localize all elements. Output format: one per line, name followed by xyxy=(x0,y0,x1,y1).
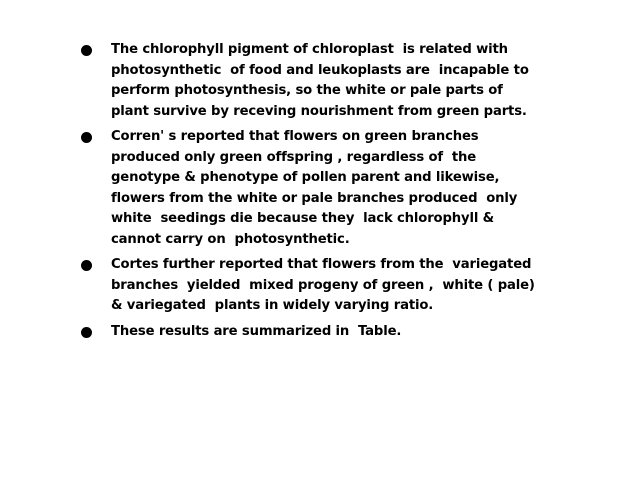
bullet-dot-icon xyxy=(81,132,92,143)
bullet-text-line: white seedings die because they lack chlorophyll & xyxy=(111,211,494,226)
bullet-item-cortes xyxy=(81,255,581,317)
bullet-text-line: genotype & phenotype of pollen parent and likewise, xyxy=(111,170,500,185)
bullet-dot-icon xyxy=(81,45,92,56)
bullet-item-summary xyxy=(81,322,581,343)
bullet-dot-icon xyxy=(81,327,92,338)
bullet-list xyxy=(81,40,581,347)
bullet-text-line: photosynthetic of food and leukoplasts are incapable to xyxy=(111,62,529,78)
bullet-text-line: The chlorophyll pigment of chloroplast is related with xyxy=(111,42,508,57)
bullet-text-line: Corren' s reported that flowers on green branches xyxy=(111,129,479,144)
bullet-text-line: Cortes further reported that flowers from the variegated xyxy=(111,257,532,272)
bullet-item-correns xyxy=(81,127,581,250)
bullet-text-line: perform photosynthesis, so the white or pale parts of xyxy=(111,83,503,98)
bullet-item-chlorophyll xyxy=(81,40,581,122)
bullet-text-line: produced only green offspring , regardless of the xyxy=(111,149,477,165)
bullet-text-line: plant survive by receving nourishment from green parts. xyxy=(111,103,527,119)
bullet-text-line: cannot carry on photosynthetic. xyxy=(111,231,350,247)
bullet-text-line: & variegated plants in widely varying ratio. xyxy=(111,298,434,313)
bullet-dot-icon xyxy=(81,260,92,271)
bullet-text-line: These results are summarized in Table. xyxy=(111,323,402,339)
bullet-text-line: flowers from the white or pale branches produced only xyxy=(111,190,518,206)
bullet-text-line: branches yielded mixed progeny of green , white ( pale) xyxy=(111,277,535,293)
